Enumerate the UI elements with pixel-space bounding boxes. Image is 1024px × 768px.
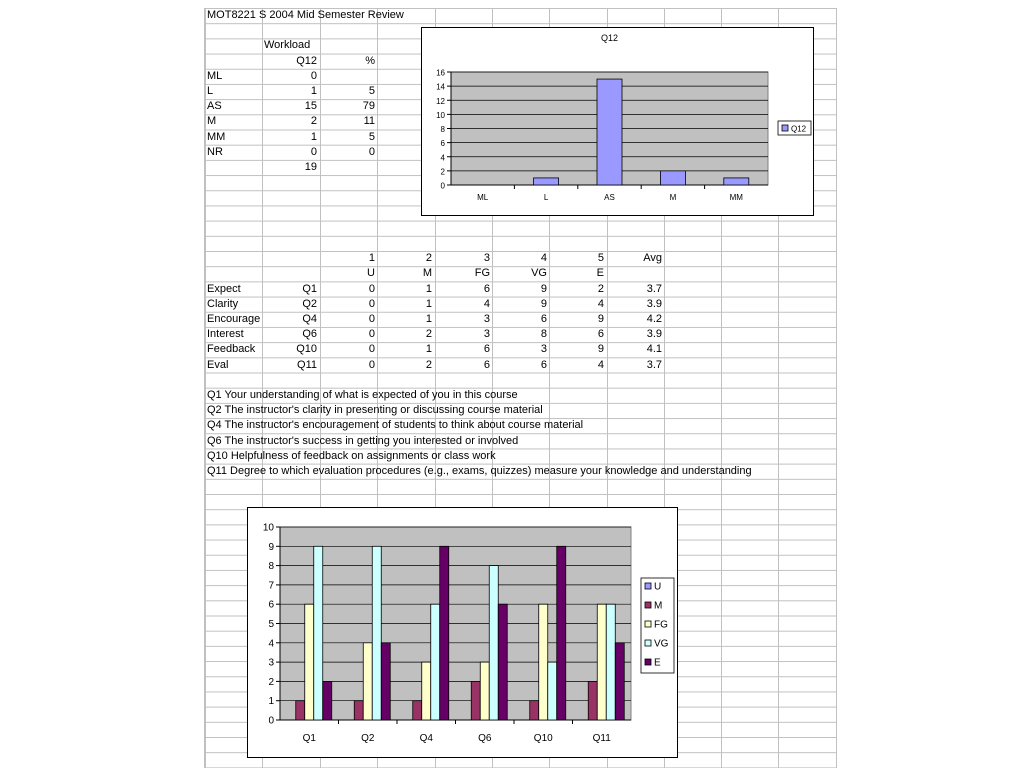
rating-row-value: 9 — [540, 297, 547, 310]
bar — [606, 604, 615, 720]
rating-scale-code: E — [596, 267, 604, 280]
workload-row-label: AS — [207, 100, 222, 113]
chart-title: Q12 — [600, 33, 619, 43]
bar — [381, 643, 390, 720]
bar — [539, 604, 548, 720]
bar — [422, 662, 431, 720]
y-tick-label: 0 — [440, 181, 445, 191]
y-tick-label: 12 — [436, 96, 445, 106]
rating-scale-number: 1 — [368, 252, 375, 265]
y-tick-label: 14 — [436, 82, 445, 92]
x-tick-label: Q4 — [419, 733, 433, 744]
bar — [363, 643, 372, 720]
question-note: Q11 Degree to which evaluation procedures (e.g., exams, quizzes) measure your knowledge and understanding — [207, 465, 752, 477]
bar — [413, 701, 422, 720]
bar — [372, 546, 381, 720]
x-tick-label: AS — [604, 193, 615, 202]
rating-row-value: 3 — [483, 328, 490, 341]
y-tick-label: 2 — [268, 676, 274, 688]
rating-row-value: 1 — [425, 313, 432, 325]
y-tick-label: 10 — [262, 522, 274, 534]
rating-row-avg: 3.7 — [646, 282, 662, 295]
workload-row-q12: 1 — [310, 85, 317, 97]
rating-row-value: 9 — [597, 313, 604, 325]
ratings-chart-svg — [248, 508, 677, 757]
rating-scale-code: U — [367, 267, 375, 280]
rating-row-value: 1 — [425, 282, 432, 295]
spreadsheet — [204, 8, 837, 768]
q12-workload-chart — [421, 27, 814, 216]
rating-row-value: 1 — [425, 343, 432, 356]
legend-label: FG — [654, 619, 668, 631]
ratings-chart — [247, 507, 678, 758]
workload-row-pct: 11 — [363, 115, 375, 128]
rating-row-value: 4 — [483, 297, 490, 310]
rating-row-value: 8 — [540, 328, 547, 341]
rating-row-question: Q10 — [296, 343, 317, 356]
bar — [480, 662, 489, 720]
rating-row-question: Q6 — [302, 328, 317, 341]
bar — [314, 546, 323, 720]
rating-row-question: Q11 — [297, 358, 317, 371]
x-tick-label: Q11 — [592, 733, 611, 744]
bar — [305, 604, 314, 720]
rating-row-value: 6 — [540, 358, 547, 371]
rating-row-value: 0 — [368, 313, 375, 325]
rating-row-value: 0 — [368, 343, 375, 356]
y-tick-label: 6 — [440, 139, 445, 149]
rating-row-value: 0 — [368, 282, 375, 295]
y-tick-label: 16 — [436, 68, 445, 78]
rating-scale-number: 3 — [483, 252, 490, 265]
bar — [660, 171, 685, 185]
y-tick-label: 8 — [440, 125, 445, 134]
rating-row-value: 3 — [540, 343, 547, 356]
rating-row-value: 1 — [425, 297, 432, 310]
question-note: Q6 The instructor's success in getting you interested or involved — [207, 434, 519, 447]
x-tick-label: Q10 — [533, 733, 553, 744]
rating-row-value: 0 — [368, 328, 375, 341]
bar — [440, 546, 449, 720]
y-tick-label: 10 — [436, 110, 445, 120]
rating-scale-number: 2 — [425, 252, 432, 265]
x-tick-label: Q6 — [478, 733, 492, 744]
rating-row-value: 4 — [597, 358, 604, 371]
y-tick-label: 5 — [268, 619, 274, 630]
rating-row-value: 0 — [368, 297, 375, 310]
y-tick-label: 3 — [268, 657, 274, 669]
workload-row-q12: 0 — [310, 69, 317, 82]
workload-row-label: L — [207, 85, 214, 97]
legend-label: Q12 — [791, 124, 807, 134]
bar — [471, 681, 480, 720]
rating-row-value: 2 — [425, 328, 432, 341]
workload-row-q12: 2 — [310, 115, 317, 128]
bar — [548, 662, 557, 720]
y-tick-label: 1 — [268, 696, 274, 708]
workload-header: Workload — [264, 39, 311, 52]
bar — [530, 701, 539, 720]
workload-pct-header: % — [365, 54, 375, 67]
rating-scale-number: 5 — [597, 252, 604, 265]
q12-chart-svg — [422, 28, 813, 215]
bar — [557, 546, 566, 720]
workload-row-q12: 0 — [310, 145, 317, 158]
rating-row-label: Interest — [207, 328, 244, 341]
rating-scale-code: M — [422, 267, 432, 280]
rating-row-value: 4 — [597, 297, 604, 310]
y-tick-label: 7 — [268, 580, 274, 592]
rating-row-value: 6 — [483, 343, 490, 356]
rating-scale-code: FG — [474, 267, 490, 280]
bar — [354, 701, 363, 720]
bar — [498, 604, 507, 720]
y-tick-label: 6 — [268, 599, 274, 611]
legend-swatch — [645, 583, 651, 589]
rating-row-value: 2 — [425, 358, 432, 371]
workload-row-q12: 15 — [304, 100, 317, 113]
rating-row-avg: 4.1 — [646, 343, 662, 356]
rating-row-label: Feedback — [207, 343, 256, 356]
workload-row-pct — [322, 69, 375, 84]
workload-row-pct: 5 — [368, 85, 375, 97]
y-tick-label: 8 — [268, 561, 274, 573]
rating-row-value: 3 — [483, 313, 490, 325]
rating-row-value: 6 — [540, 313, 547, 325]
bar — [597, 604, 606, 720]
legend-swatch — [645, 602, 651, 608]
x-tick-label: Q1 — [302, 733, 316, 744]
workload-row-pct: 0 — [368, 145, 375, 158]
legend-swatch — [645, 640, 651, 646]
rating-row-value: 6 — [597, 328, 604, 341]
bar — [489, 566, 498, 720]
bar — [431, 604, 440, 720]
x-tick-label: L — [543, 193, 549, 202]
workload-q12-header: Q12 — [296, 54, 317, 67]
bar — [597, 79, 622, 185]
workload-total: 19 — [304, 161, 317, 173]
question-note: Q10 Helpfulness of feedback on assignments or class work — [207, 449, 496, 462]
workload-row-pct: 79 — [362, 100, 375, 113]
legend-label: E — [654, 657, 661, 669]
x-tick-label: Q2 — [361, 733, 375, 744]
rating-row-label: Eval — [207, 358, 229, 371]
question-note: Q2 The instructor's clarity in presenting or discussing course material — [207, 404, 543, 417]
rating-row-value: 6 — [483, 282, 490, 295]
rating-row-question: Q4 — [302, 313, 317, 325]
rating-row-label: Expect — [207, 282, 241, 295]
y-tick-label: 0 — [268, 715, 274, 727]
bar — [296, 701, 305, 720]
rating-row-value: 9 — [540, 282, 547, 295]
rating-row-value: 9 — [597, 343, 604, 356]
legend-swatch — [645, 659, 651, 665]
bar — [323, 681, 332, 720]
y-tick-label: 4 — [440, 153, 445, 163]
y-tick-label: 9 — [268, 541, 274, 553]
legend-label: VG — [654, 638, 669, 650]
bar — [724, 178, 749, 185]
x-tick-label: M — [669, 193, 677, 202]
legend-swatch — [782, 125, 788, 131]
rating-row-value: 2 — [597, 282, 604, 295]
x-tick-label: ML — [477, 193, 489, 202]
workload-row-pct: 5 — [368, 130, 375, 143]
question-note: Q4 The instructor's encouragement of students to think about course material — [207, 419, 584, 432]
rating-row-avg: 3.7 — [646, 358, 662, 371]
rating-row-question: Q1 — [302, 282, 317, 295]
rating-row-avg: 3.9 — [646, 328, 662, 341]
legend-swatch — [645, 621, 651, 627]
legend-label: M — [654, 600, 663, 612]
workload-row-label: M — [207, 115, 217, 128]
workload-row-label: MM — [207, 130, 226, 143]
rating-scale-number: 4 — [540, 252, 547, 265]
rating-row-question: Q2 — [302, 297, 317, 310]
rating-row-avg: 4.2 — [646, 313, 662, 325]
y-tick-label: 2 — [440, 167, 445, 177]
sheet-title: MOT8221 S 2004 Mid Semester Review — [207, 9, 404, 21]
rating-row-avg: 3.9 — [646, 297, 662, 310]
avg-header: Avg — [643, 252, 662, 265]
workload-row-q12: 1 — [310, 130, 317, 143]
rating-scale-code: VG — [531, 267, 547, 280]
legend-label: U — [654, 581, 662, 593]
rating-row-value: 6 — [483, 358, 490, 371]
rating-row-label: Encourage — [207, 313, 261, 325]
question-note: Q1 Your understanding of what is expected of you in this course — [207, 389, 518, 401]
bar — [534, 178, 559, 185]
workload-row-label: NR — [207, 145, 223, 158]
bar — [588, 681, 597, 720]
y-tick-label: 4 — [268, 638, 274, 650]
rating-row-value: 0 — [368, 358, 375, 371]
x-tick-label: MM — [729, 193, 743, 202]
workload-row-label: ML — [207, 69, 223, 82]
rating-row-label: Clarity — [207, 297, 239, 310]
bar — [615, 643, 624, 720]
